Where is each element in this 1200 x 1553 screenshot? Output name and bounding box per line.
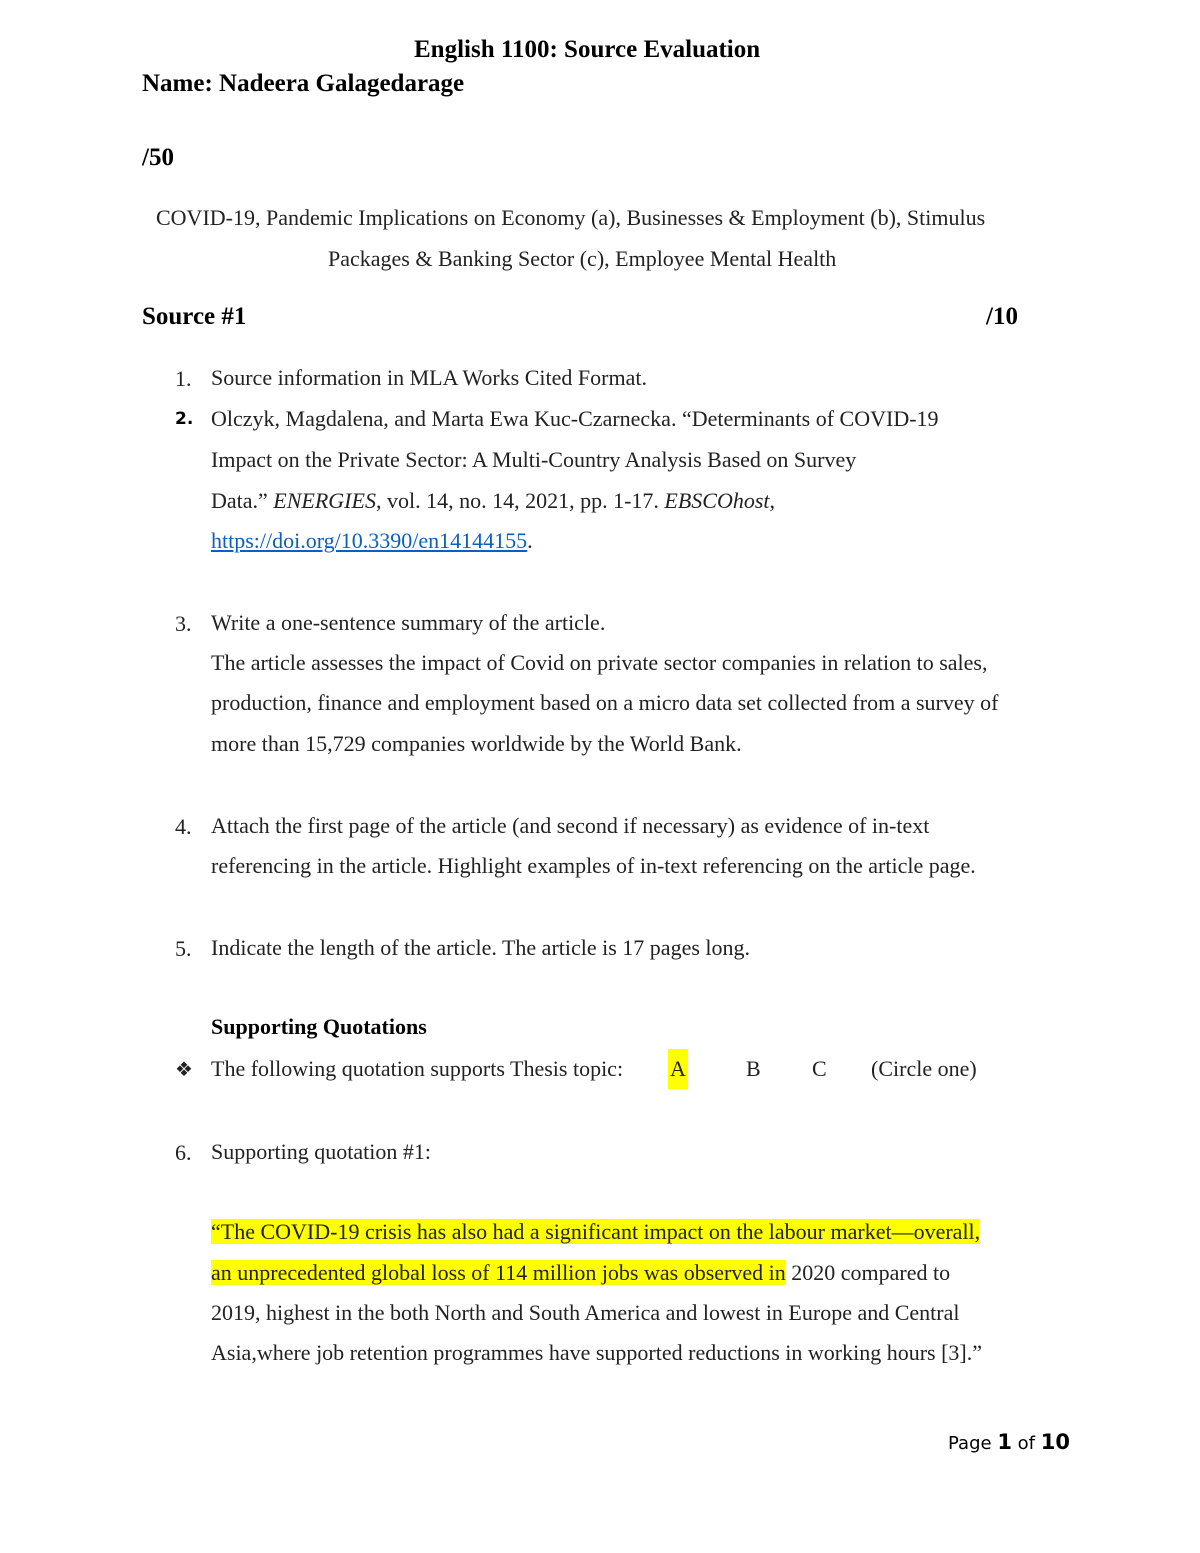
summary-line-3: more than 15,729 companies worldwide by the World Bank.: [211, 731, 742, 756]
source-score: /10: [986, 303, 1018, 330]
item-1-text: Source information in MLA Works Cited Format.: [211, 365, 647, 390]
diamond-bullet-icon: ❖: [175, 1057, 193, 1081]
thesis-option-c[interactable]: C: [812, 1056, 827, 1081]
circle-one-note: (Circle one): [871, 1056, 977, 1081]
page-footer: [948, 1430, 1070, 1454]
item-5-text: Indicate the length of the article. The article is 17 pages long.: [211, 935, 751, 960]
citation-text: ,: [769, 488, 776, 513]
quote-line-1: [211, 1212, 980, 1252]
doi-link[interactable]: https://doi.org/10.3390/en14144155: [211, 528, 528, 553]
thesis-option-a[interactable]: A: [668, 1049, 688, 1089]
citation-line-2: Impact on the Private Sector: A Multi-Country Analysis Based on Survey: [211, 447, 857, 472]
topic-line-2: Packages & Banking Sector (c), Employee Mental Health: [328, 246, 837, 271]
highlighted-quote: “The COVID-19 crisis has also had a significant impact on the labour market—overall,: [211, 1219, 981, 1244]
total-score: /50: [142, 144, 174, 171]
page-total: 10: [1040, 1430, 1070, 1454]
citation-line-1: Olczyk, Magdalena, and Marta Ewa Kuc-Czarnecka. “Determinants of COVID-19: [211, 406, 939, 431]
document-title: English 1100: Source Evaluation: [414, 36, 761, 63]
source-heading: Source #1: [142, 303, 247, 330]
thesis-option-b[interactable]: B: [746, 1056, 761, 1081]
list-number: 2.: [175, 409, 194, 429]
list-number: 3.: [175, 611, 192, 636]
item-3-prompt: Write a one-sentence summary of the article.: [211, 610, 606, 635]
quotations-heading: Supporting Quotations: [211, 1014, 427, 1039]
citation-text: .: [527, 528, 533, 553]
item-4-line-1: Attach the first page of the article (and second if necessary) as evidence of in-text: [211, 813, 930, 838]
of-word: of: [1017, 1433, 1036, 1454]
thesis-topic-text: The following quotation supports Thesis topic:: [211, 1056, 624, 1081]
quote-line-2: [211, 1253, 950, 1293]
summary-line-1: The article assesses the impact of Covid on private sector companies in relation to sales,: [211, 650, 988, 675]
quote-line-4: Asia,where job retention programmes have supported reductions in working hours [3].”: [211, 1340, 983, 1365]
journal-name: ENERGIES: [273, 488, 376, 513]
citation-line-3: [211, 481, 775, 521]
item-6-text: Supporting quotation #1:: [211, 1139, 431, 1164]
topic-line-1: COVID-19, Pandemic Implications on Economy (a), Businesses & Employment (b), Stimulus: [156, 205, 986, 230]
list-number: 4.: [175, 814, 192, 839]
page-number: 1: [997, 1430, 1012, 1454]
citation-line-4: [211, 521, 533, 561]
quote-text: 2020 compared to: [785, 1260, 951, 1285]
page-word: Page: [948, 1433, 992, 1454]
highlighted-quote: an unprecedented global loss of 114 million jobs was observed in: [211, 1260, 786, 1285]
quote-line-3: 2019, highest in the both North and South America and lowest in Europe and Central: [211, 1300, 960, 1325]
student-name: Name: Nadeera Galagedarage: [142, 70, 465, 97]
summary-line-2: production, finance and employment based on a micro data set collected from a survey of: [211, 690, 999, 715]
citation-text: Data.”: [211, 488, 274, 513]
list-number: 5.: [175, 936, 192, 961]
list-number: 1.: [175, 366, 192, 391]
list-number: 6.: [175, 1140, 192, 1165]
citation-text: , vol. 14, no. 14, 2021, pp. 1-17.: [375, 488, 665, 513]
item-4-line-2: referencing in the article. Highlight examples of in-text referencing on the article page.: [211, 853, 976, 878]
database-name: EBSCOhost: [664, 488, 770, 513]
